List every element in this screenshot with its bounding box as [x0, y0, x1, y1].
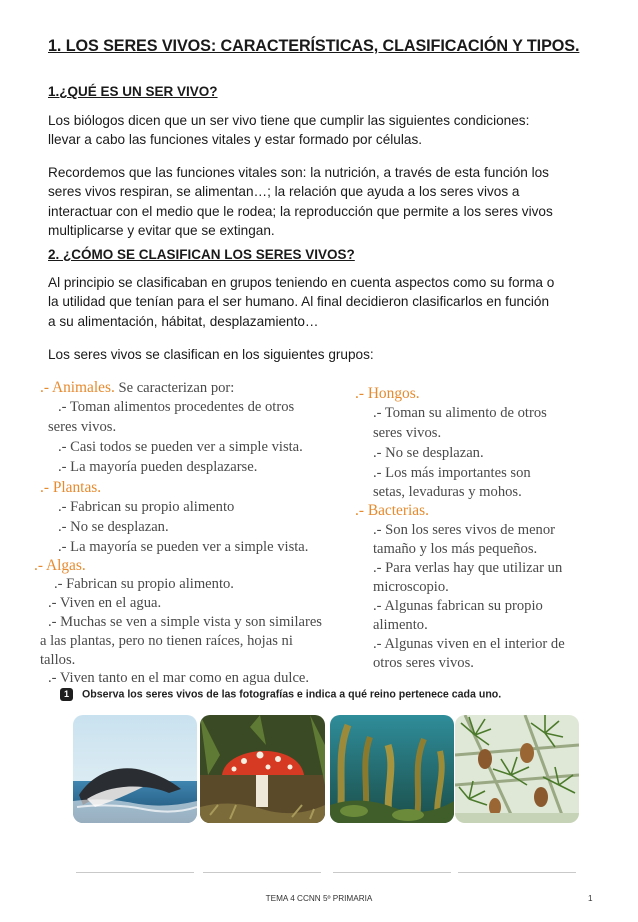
group-algas-line: .- Fabrican su propio alimento.	[54, 576, 234, 592]
group-bacterias-line: .- Para verlas hay que utilizar un	[373, 560, 563, 576]
group-bacterias-title: .- Bacterias.	[355, 502, 429, 519]
section-2-paragraph-2	[48, 345, 608, 364]
group-hongos-line: .- No se desplazan.	[373, 445, 484, 461]
group-algas-line: .- Viven en el agua.	[48, 595, 162, 611]
group-bacterias-line: .- Algunas viven en el interior de	[373, 636, 565, 652]
section-2-heading: 2. ¿CÓMO SE CLASIFICAN LOS SERES VIVOS?	[48, 247, 355, 262]
group-animales-line: .- La mayoría pueden desplazarse.	[58, 459, 258, 475]
whale-photo	[73, 715, 197, 823]
section-1-paragraph-1	[48, 111, 608, 150]
group-algas-line: .- Viven tanto en el mar como en agua dulce.	[48, 670, 310, 686]
text-line: llevar a cabo las funciones vitales y estar formado por células.	[48, 132, 423, 148]
section-1-heading: 1.¿QUÉ ES UN SER VIVO?	[48, 84, 218, 99]
text-line: Los biólogos dicen que un ser vivo tiene que cumplir las siguientes condiciones:	[48, 113, 530, 128]
group-bacterias-line: tamaño y los más pequeños.	[373, 541, 538, 557]
group-hongos-line: seres vivos.	[373, 425, 442, 441]
text-line: seres vivos respiran, se alimentan…; la relación que ayuda a los seres vivos a	[48, 184, 520, 200]
group-plantas-line: .- Fabrican su propio alimento	[58, 499, 235, 515]
text-line: interactuar con el medio que le rodea; la reproducción que permite a los seres vivos	[48, 203, 553, 219]
section-2-paragraph-1	[48, 273, 608, 331]
text-line: la utilidad que tenían para el ser humano. Al final decidieron clasificarlos en función	[48, 294, 550, 310]
group-bacterias-line: otros seres vivos.	[373, 655, 474, 671]
group-animales-line: .- Casi todos se pueden ver a simple vista.	[58, 439, 303, 455]
group-hongos-line: .- Toman su alimento de otros	[373, 405, 547, 421]
group-algas-title: .- Algas.	[34, 557, 86, 574]
group-bacterias-line: .- Son los seres vivos de menor	[373, 522, 555, 538]
classification-book-excerpt	[34, 378, 585, 686]
text-line: Los seres vivos se clasifican en los siguientes grupos:	[48, 347, 374, 362]
answer-line[interactable]	[458, 872, 576, 873]
answer-line[interactable]	[333, 872, 451, 873]
page-title: 1. LOS SERES VIVOS: CARACTERÍSTICAS, CLASIFICACIÓN Y TIPOS.	[48, 37, 580, 55]
pine-photo	[455, 715, 579, 823]
group-algas-line: .- Muchas se ven a simple vista y son similares	[48, 614, 322, 630]
text-line: Recordemos que las funciones vitales son: la nutrición, a través de esta función los	[48, 165, 549, 180]
exercise-prompt	[60, 688, 501, 701]
group-algas-line: tallos.	[40, 652, 76, 668]
answer-line[interactable]	[203, 872, 321, 873]
group-bacterias-line: .- Algunas fabrican su propio	[373, 598, 543, 614]
section-1-paragraph-2	[48, 163, 608, 240]
text-line: multiplicarse y evitar que se extingan.	[48, 222, 275, 238]
group-animales-line: seres vivos.	[48, 419, 117, 435]
group-bacterias-line: microscopio.	[373, 579, 449, 595]
group-plantas-line: .- La mayoría se pueden ver a simple vista.	[58, 539, 309, 555]
answer-line[interactable]	[76, 872, 194, 873]
group-hongos-title: .- Hongos.	[355, 385, 420, 402]
seaweed-photo	[330, 715, 454, 823]
group-animales-intro: Se caracterizan por:	[114, 380, 235, 396]
footer-course-label: TEMA 4 CCNN 5º PRIMARIA	[265, 894, 373, 903]
group-animales-title: .- Animales.	[40, 379, 115, 396]
group-animales-header	[40, 378, 234, 398]
exercise-text: Observa los seres vivos de las fotografías e indica a qué reino pertenece cada uno.	[82, 688, 502, 701]
group-algas-line: a las plantas, pero no tienen raíces, hojas ni	[40, 633, 293, 649]
text-line: Al principio se clasificaban en grupos teniendo en cuenta aspectos como su forma o	[48, 275, 555, 290]
page-number: 1	[588, 894, 593, 903]
group-animales-line: .- Toman alimentos procedentes de otros	[58, 399, 295, 415]
exercise-number-badge: 1	[60, 688, 73, 701]
group-plantas-line: .- No se desplazan.	[58, 519, 169, 535]
group-bacterias-line: alimento.	[373, 617, 428, 633]
group-plantas-title: .- Plantas.	[40, 479, 102, 496]
mushroom-photo	[200, 715, 325, 823]
group-hongos-line: setas, levaduras y mohos.	[373, 484, 522, 500]
text-line: a su alimentación, hábitat, desplazamiento…	[48, 313, 319, 329]
group-hongos-line: .- Los más importantes son	[373, 465, 531, 481]
